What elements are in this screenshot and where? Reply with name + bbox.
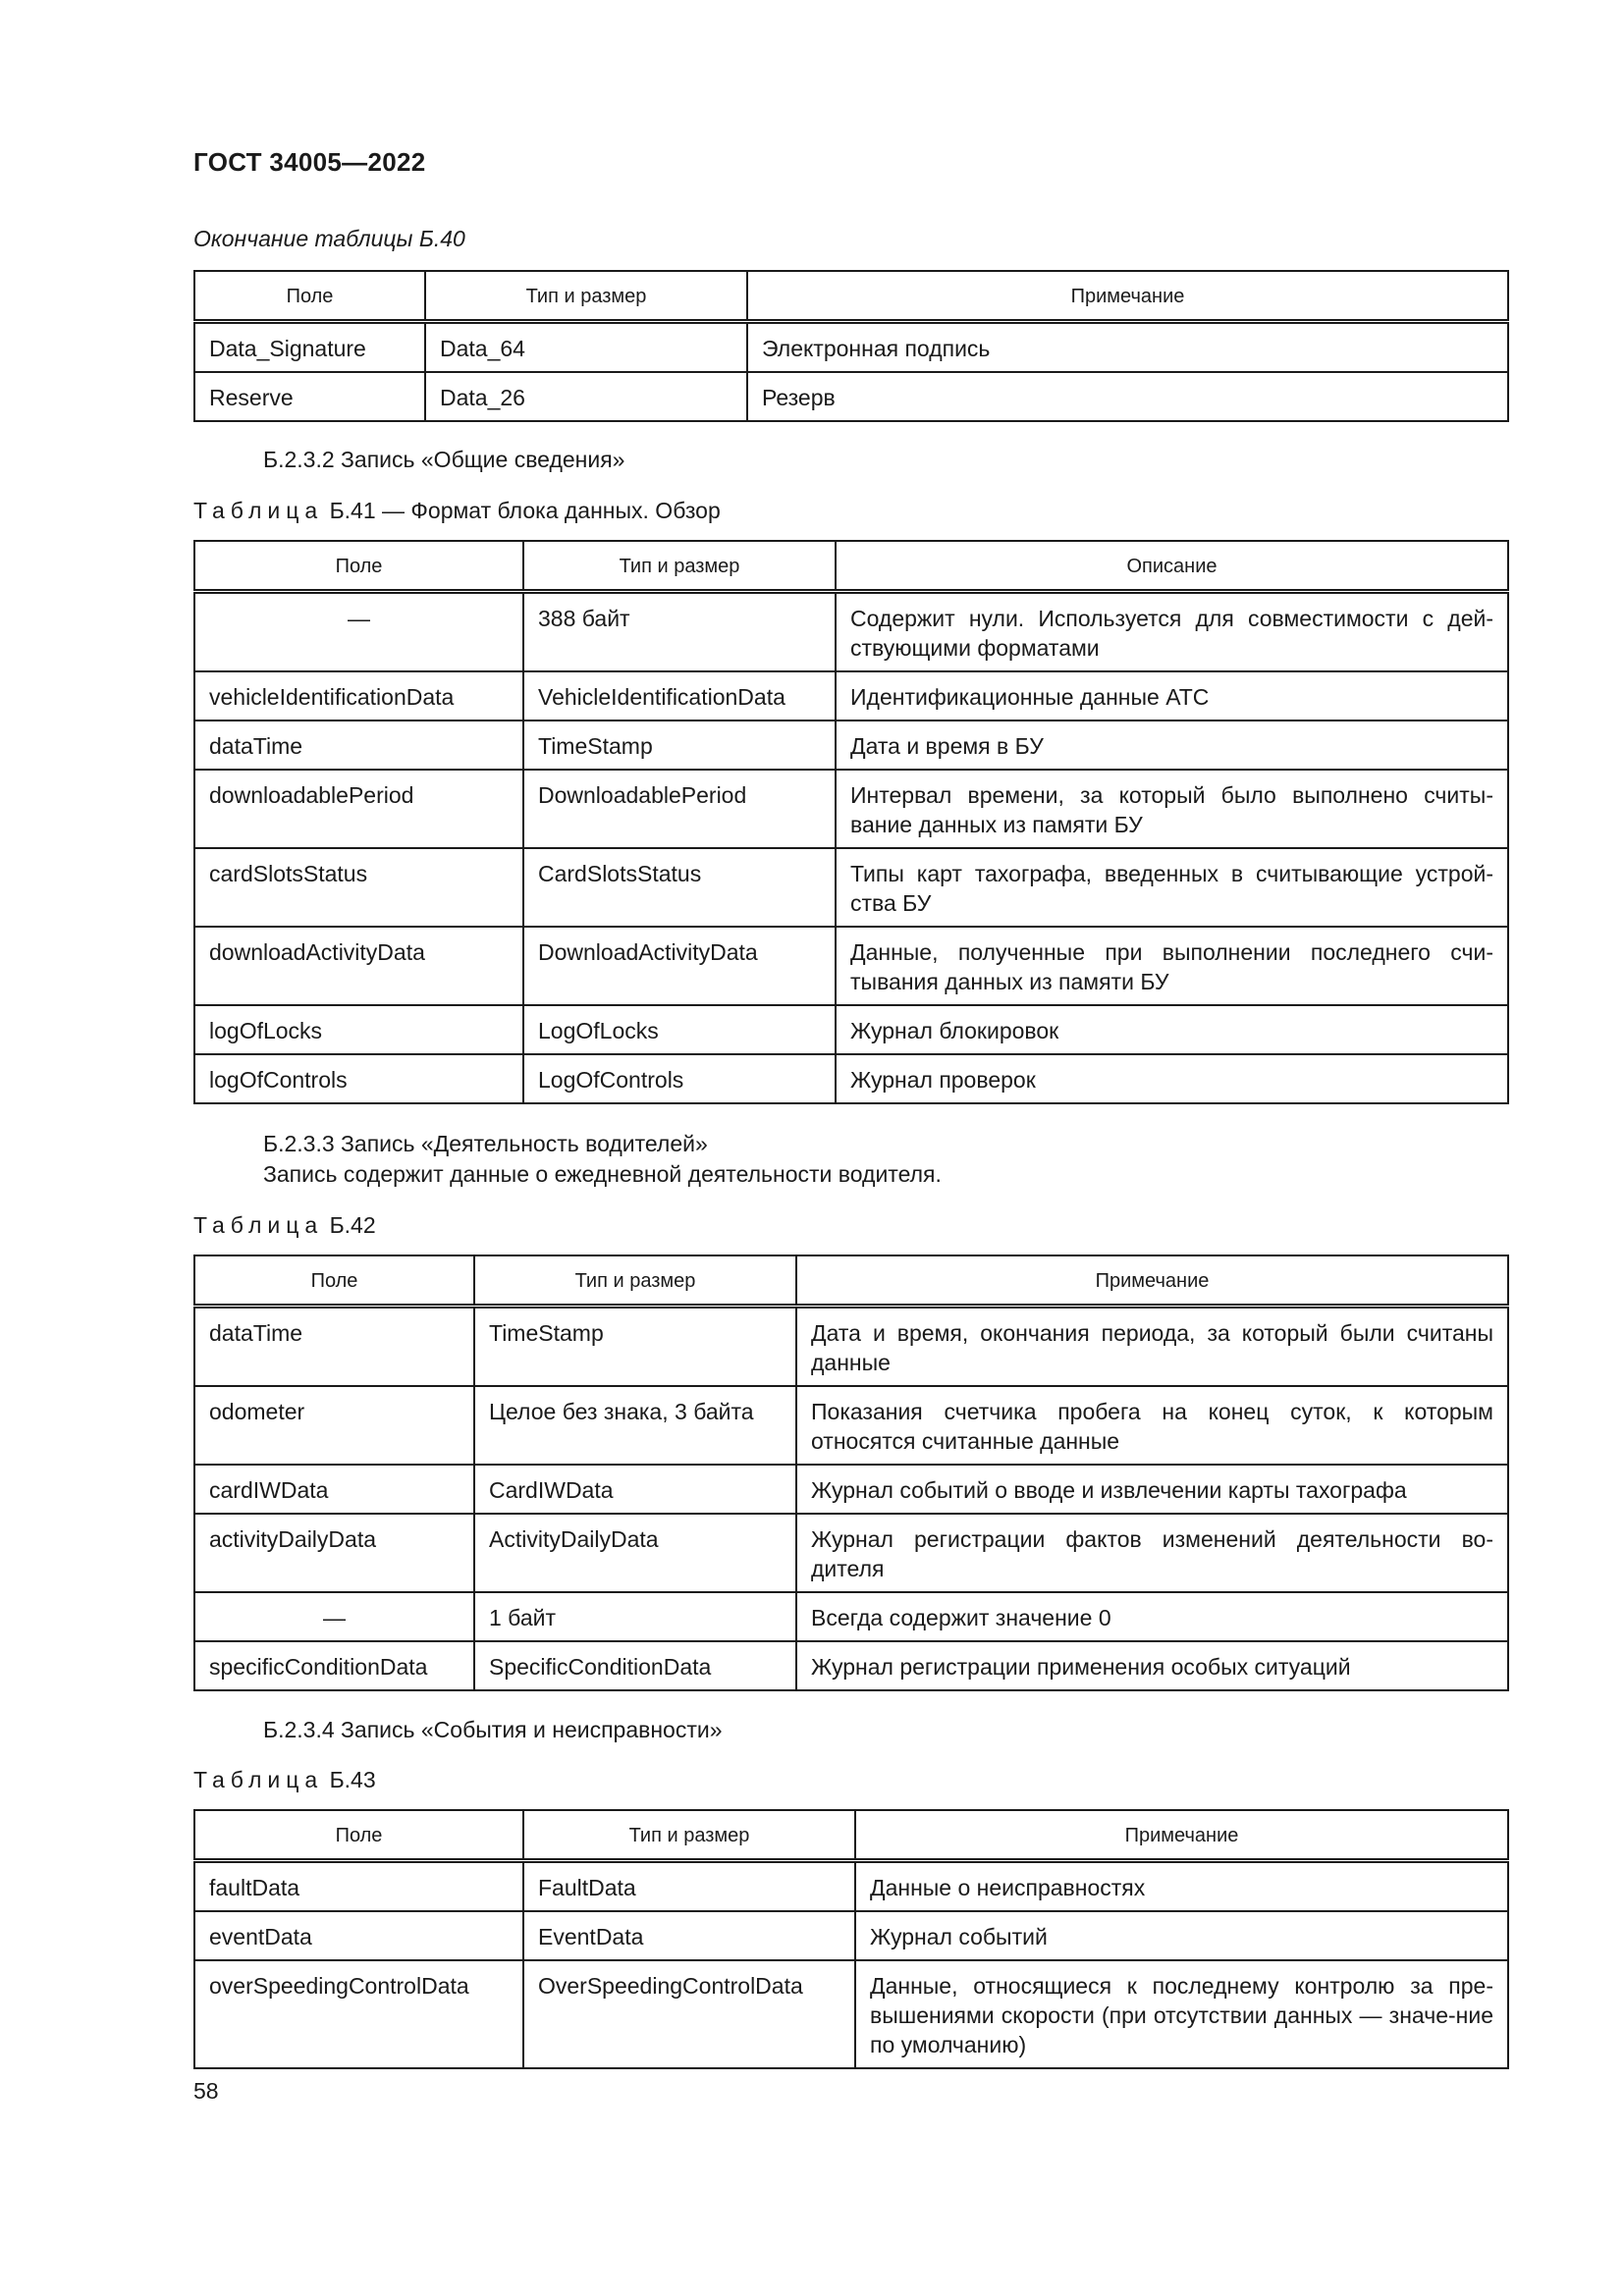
table-caption-prefix: Таблица xyxy=(193,498,324,523)
table-cell: TimeStamp xyxy=(474,1307,796,1387)
column-header: Примечание xyxy=(747,271,1508,322)
table-cell: OverSpeedingControlData xyxy=(523,1960,855,2068)
table-cell: Журнал событий xyxy=(855,1911,1508,1960)
table-cell: Электронная подпись xyxy=(747,322,1508,373)
table-cell: SpecificConditionData xyxy=(474,1641,796,1690)
table-cell: Всегда содержит значение 0 xyxy=(796,1592,1508,1641)
table-header-row xyxy=(194,1810,1508,1861)
table-row xyxy=(194,671,1508,721)
table-cell: Данные о неисправностях xyxy=(855,1861,1508,1912)
table-cell: Показания счетчика пробега на конец суток, к которым относятся считанные данные xyxy=(796,1386,1508,1465)
column-header: Поле xyxy=(194,541,523,592)
column-header: Примечание xyxy=(855,1810,1508,1861)
table-row xyxy=(194,1386,1508,1465)
section-heading-b232: Б.2.3.2 Запись «Общие сведения» xyxy=(263,447,625,472)
table-row xyxy=(194,1641,1508,1690)
table-row xyxy=(194,1861,1508,1912)
table-cell: eventData xyxy=(194,1911,523,1960)
table-cell: vehicleIdentificationData xyxy=(194,671,523,721)
table-cell: Дата и время в БУ xyxy=(836,721,1508,770)
table-cell: Дата и время, окончания периода, за который были считаны данные xyxy=(796,1307,1508,1387)
table-cell: logOfControls xyxy=(194,1054,523,1103)
table-b40-caption: Окончание таблицы Б.40 xyxy=(193,226,465,251)
column-header: Поле xyxy=(194,271,425,322)
table-cell: ActivityDailyData xyxy=(474,1514,796,1592)
table-cell: cardIWData xyxy=(194,1465,474,1514)
table-row xyxy=(194,1307,1508,1387)
table-cell: Идентификационные данные АТС xyxy=(836,671,1508,721)
table-row xyxy=(194,322,1508,373)
table-cell: Data_Signature xyxy=(194,322,425,373)
section-heading-b234: Б.2.3.4 Запись «События и неисправности» xyxy=(263,1717,723,1742)
table-cell: CardSlotsStatus xyxy=(523,848,836,927)
table-cell: dataTime xyxy=(194,721,523,770)
table-row xyxy=(194,592,1508,672)
column-header: Тип и размер xyxy=(425,271,747,322)
table-header-row xyxy=(194,541,1508,592)
table-cell: Содержит нули. Используется для совместимости с дей-ствующими форматами xyxy=(836,592,1508,672)
table-b41-caption xyxy=(193,498,721,524)
table-cell: CardIWData xyxy=(474,1465,796,1514)
table-cell: Журнал блокировок xyxy=(836,1005,1508,1054)
table-cell: cardSlotsStatus xyxy=(194,848,523,927)
table-cell: odometer xyxy=(194,1386,474,1465)
table-cell: faultData xyxy=(194,1861,523,1912)
table-cell: Типы карт тахографа, введенных в считывающие устрой-ства БУ xyxy=(836,848,1508,927)
column-header: Примечание xyxy=(796,1255,1508,1307)
table-cell: dataTime xyxy=(194,1307,474,1387)
table-cell: specificConditionData xyxy=(194,1641,474,1690)
table-header-row xyxy=(194,1255,1508,1307)
table-cell: TimeStamp xyxy=(523,721,836,770)
table-cell: Данные, относящиеся к последнему контролю за пре-вышениями скорости (при отсутствии данных — значе-ние по умолчанию) xyxy=(855,1960,1508,2068)
table-row xyxy=(194,721,1508,770)
table-row xyxy=(194,372,1508,421)
table-cell: downloadActivityData xyxy=(194,927,523,1005)
table-row xyxy=(194,770,1508,848)
table-cell: Data_26 xyxy=(425,372,747,421)
table-cell: activityDailyData xyxy=(194,1514,474,1592)
table-header-row xyxy=(194,271,1508,322)
section-b233 xyxy=(263,1129,942,1190)
table-cell: Резерв xyxy=(747,372,1508,421)
table-cell: Reserve xyxy=(194,372,425,421)
table-caption-title: Б.43 xyxy=(329,1767,376,1792)
table-cell: Data_64 xyxy=(425,322,747,373)
table-b43 xyxy=(193,1809,1509,2069)
table-row xyxy=(194,848,1508,927)
page-number: 58 xyxy=(193,2078,219,2104)
table-cell: DownloadablePeriod xyxy=(523,770,836,848)
column-header: Описание xyxy=(836,541,1508,592)
table-caption-title: Б.41 — Формат блока данных. Обзор xyxy=(329,498,721,523)
table-row xyxy=(194,1960,1508,2068)
table-row xyxy=(194,1054,1508,1103)
table-row xyxy=(194,1911,1508,1960)
table-cell: Журнал событий о вводе и извлечении карты тахографа xyxy=(796,1465,1508,1514)
table-cell: VehicleIdentificationData xyxy=(523,671,836,721)
section-heading-b233: Б.2.3.3 Запись «Деятельность водителей» xyxy=(263,1131,708,1156)
table-cell: Журнал регистрации применения особых ситуаций xyxy=(796,1641,1508,1690)
table-cell: Данные, полученные при выполнении последнего счи-тывания данных из памяти БУ xyxy=(836,927,1508,1005)
column-header: Тип и размер xyxy=(474,1255,796,1307)
table-row xyxy=(194,1514,1508,1592)
table-caption-prefix: Таблица xyxy=(193,1212,324,1238)
table-cell: EventData xyxy=(523,1911,855,1960)
table-cell: — xyxy=(194,1592,474,1641)
table-b42-caption xyxy=(193,1212,376,1239)
document-header: ГОСТ 34005—2022 xyxy=(193,147,426,177)
table-row xyxy=(194,927,1508,1005)
table-b41 xyxy=(193,540,1509,1104)
table-cell: 388 байт xyxy=(523,592,836,672)
table-cell: LogOfLocks xyxy=(523,1005,836,1054)
table-row xyxy=(194,1592,1508,1641)
column-header: Тип и размер xyxy=(523,1810,855,1861)
table-caption-title: Б.42 xyxy=(329,1212,376,1238)
table-b42 xyxy=(193,1255,1509,1691)
table-cell: Целое без знака, 3 байта xyxy=(474,1386,796,1465)
column-header: Поле xyxy=(194,1810,523,1861)
table-cell: DownloadActivityData xyxy=(523,927,836,1005)
table-row xyxy=(194,1465,1508,1514)
table-row xyxy=(194,1005,1508,1054)
table-cell: Журнал регистрации фактов изменений деятельности во-дителя xyxy=(796,1514,1508,1592)
table-cell: overSpeedingControlData xyxy=(194,1960,523,2068)
table-cell: 1 байт xyxy=(474,1592,796,1641)
table-cell: LogOfControls xyxy=(523,1054,836,1103)
table-cell: logOfLocks xyxy=(194,1005,523,1054)
table-cell: Интервал времени, за который было выполнено считы-вание данных из памяти БУ xyxy=(836,770,1508,848)
table-b43-caption xyxy=(193,1767,376,1793)
table-caption-prefix: Таблица xyxy=(193,1767,324,1792)
column-header: Тип и размер xyxy=(523,541,836,592)
table-cell: FaultData xyxy=(523,1861,855,1912)
table-cell: — xyxy=(194,592,523,672)
table-cell: downloadablePeriod xyxy=(194,770,523,848)
table-b40 xyxy=(193,270,1509,422)
table-cell: Журнал проверок xyxy=(836,1054,1508,1103)
column-header: Поле xyxy=(194,1255,474,1307)
section-text-b233: Запись содержит данные о ежедневной деятельности водителя. xyxy=(263,1161,942,1187)
